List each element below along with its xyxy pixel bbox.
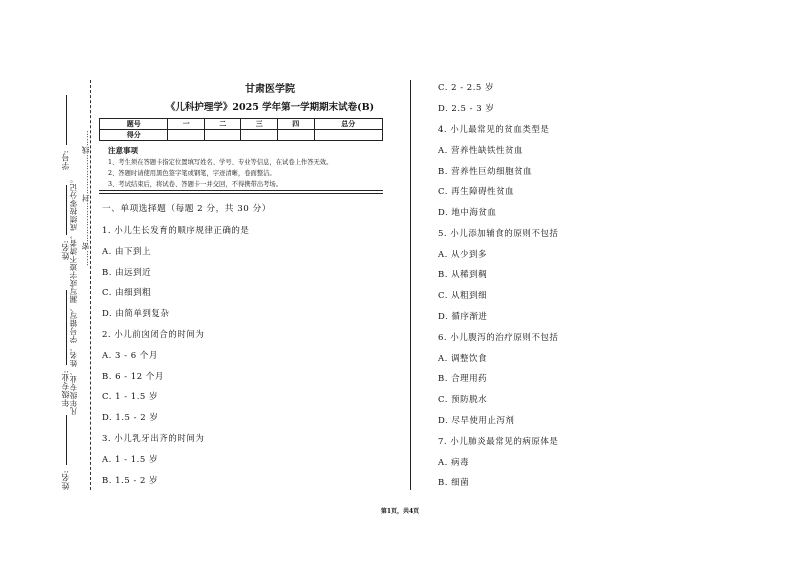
question-3: 3. 小儿乳牙出齐的时间为 <box>102 434 205 444</box>
binding-grade-major-label: 年级专业: <box>61 370 70 408</box>
option: C. 再生障碍性贫血 <box>438 187 515 197</box>
column-divider <box>410 80 411 490</box>
page-footer: 第1页，共4页 <box>380 508 420 515</box>
option: B. 6 - 12 个月 <box>102 372 164 382</box>
binding-seal-line <box>90 80 91 490</box>
question-5: 5. 小儿添加辅食的原则不包括 <box>438 229 559 239</box>
binding-student-id-line <box>66 95 67 145</box>
score-cell <box>168 130 205 141</box>
option: D. 2.5 - 3 岁 <box>438 104 495 114</box>
option: B. 1.5 - 2 岁 <box>102 476 159 486</box>
note-item: 2、答题时请使用黑色签字笔或钢笔，字迹清晰，卷面整洁。 <box>108 170 276 177</box>
score-table-score-row <box>100 130 383 141</box>
option: D. 由简单到复杂 <box>102 309 170 319</box>
question-4: 4. 小儿最常见的贫血类型是 <box>438 125 550 135</box>
notes-title: 注意事项 <box>108 146 138 155</box>
score-table <box>99 118 383 141</box>
school-name: 甘肃医学院 <box>245 84 295 95</box>
binding-grade-line <box>66 290 67 365</box>
score-cell: 三 <box>241 119 278 130</box>
section-title: 一、单项选择题（每题 2 分，共 30 分） <box>102 204 271 214</box>
score-cell: 得分 <box>100 130 168 141</box>
binding-student-id-label: 学号: <box>61 150 70 171</box>
option: A. 由下到上 <box>102 247 152 257</box>
divider-line <box>99 190 383 191</box>
option: B. 营养性巨幼细胞贫血 <box>438 167 533 177</box>
divider-line <box>99 193 383 194</box>
note-item: 1、考生须在答题卡指定位置填写姓名、学号、专业等信息，在试卷上作答无效。 <box>108 159 333 166</box>
score-cell <box>204 130 241 141</box>
score-table-header-row <box>100 119 383 130</box>
option: C. 预防脱水 <box>438 395 488 405</box>
option: D. 地中海贫血 <box>438 208 497 218</box>
option: B. 合理用药 <box>438 374 488 384</box>
binding-name2-label: 姓名: <box>61 470 70 491</box>
option: D. 循序渐进 <box>438 312 488 322</box>
option: C. 由细到粗 <box>102 288 152 298</box>
question-7: 7. 小儿肺炎最常见的病原体是 <box>438 437 559 447</box>
option: D. 尽早使用止泻剂 <box>438 416 515 426</box>
exam-title: 《儿科护理学》2025 学年第一学期期末试卷(B) <box>165 102 375 113</box>
option: B. 细菌 <box>438 478 470 488</box>
score-cell: 二 <box>204 119 241 130</box>
option: A. 营养性缺铁性贫血 <box>438 146 524 156</box>
score-cell: 总分 <box>314 119 382 130</box>
option: C. 从粗到细 <box>438 291 488 301</box>
question-1: 1. 小儿生长发育的顺序规律正确的是 <box>102 226 250 236</box>
option: A. 调整饮食 <box>438 354 488 364</box>
binding-name2-line <box>66 415 67 465</box>
binding-name-line <box>66 185 67 235</box>
binding-seal-line-label: ……密……………封……………线…… <box>81 130 90 266</box>
score-cell: 题号 <box>100 119 168 130</box>
note-item: 3、考试结束后，将试卷、答题卡一并交回，不得携带出考场。 <box>108 181 283 188</box>
exam-notes <box>108 145 388 190</box>
binding-name-label: 姓名: <box>61 240 70 261</box>
option: A. 3 - 6 个月 <box>102 351 158 361</box>
score-cell <box>314 130 382 141</box>
question-6: 6. 小儿腹泻的治疗原则不包括 <box>438 333 559 343</box>
binding-warning: 凡年级专业、姓名、学号错写、漏写或字迹不清者，成绩按零分记。 <box>69 175 78 415</box>
question-2: 2. 小儿前囟闭合的时间为 <box>102 330 205 340</box>
option: B. 从稀到稠 <box>438 270 488 280</box>
option: C. 2 - 2.5 岁 <box>438 83 495 93</box>
score-cell <box>278 130 315 141</box>
option: C. 1 - 1.5 岁 <box>102 392 159 402</box>
option: D. 1.5 - 2 岁 <box>102 413 159 423</box>
score-cell: 四 <box>278 119 315 130</box>
option: A. 1 - 1.5 岁 <box>102 455 158 465</box>
score-cell <box>241 130 278 141</box>
option: A. 病毒 <box>438 458 470 468</box>
option: B. 由远到近 <box>102 268 152 278</box>
score-cell: 一 <box>168 119 205 130</box>
option: A. 从少到多 <box>438 250 488 260</box>
